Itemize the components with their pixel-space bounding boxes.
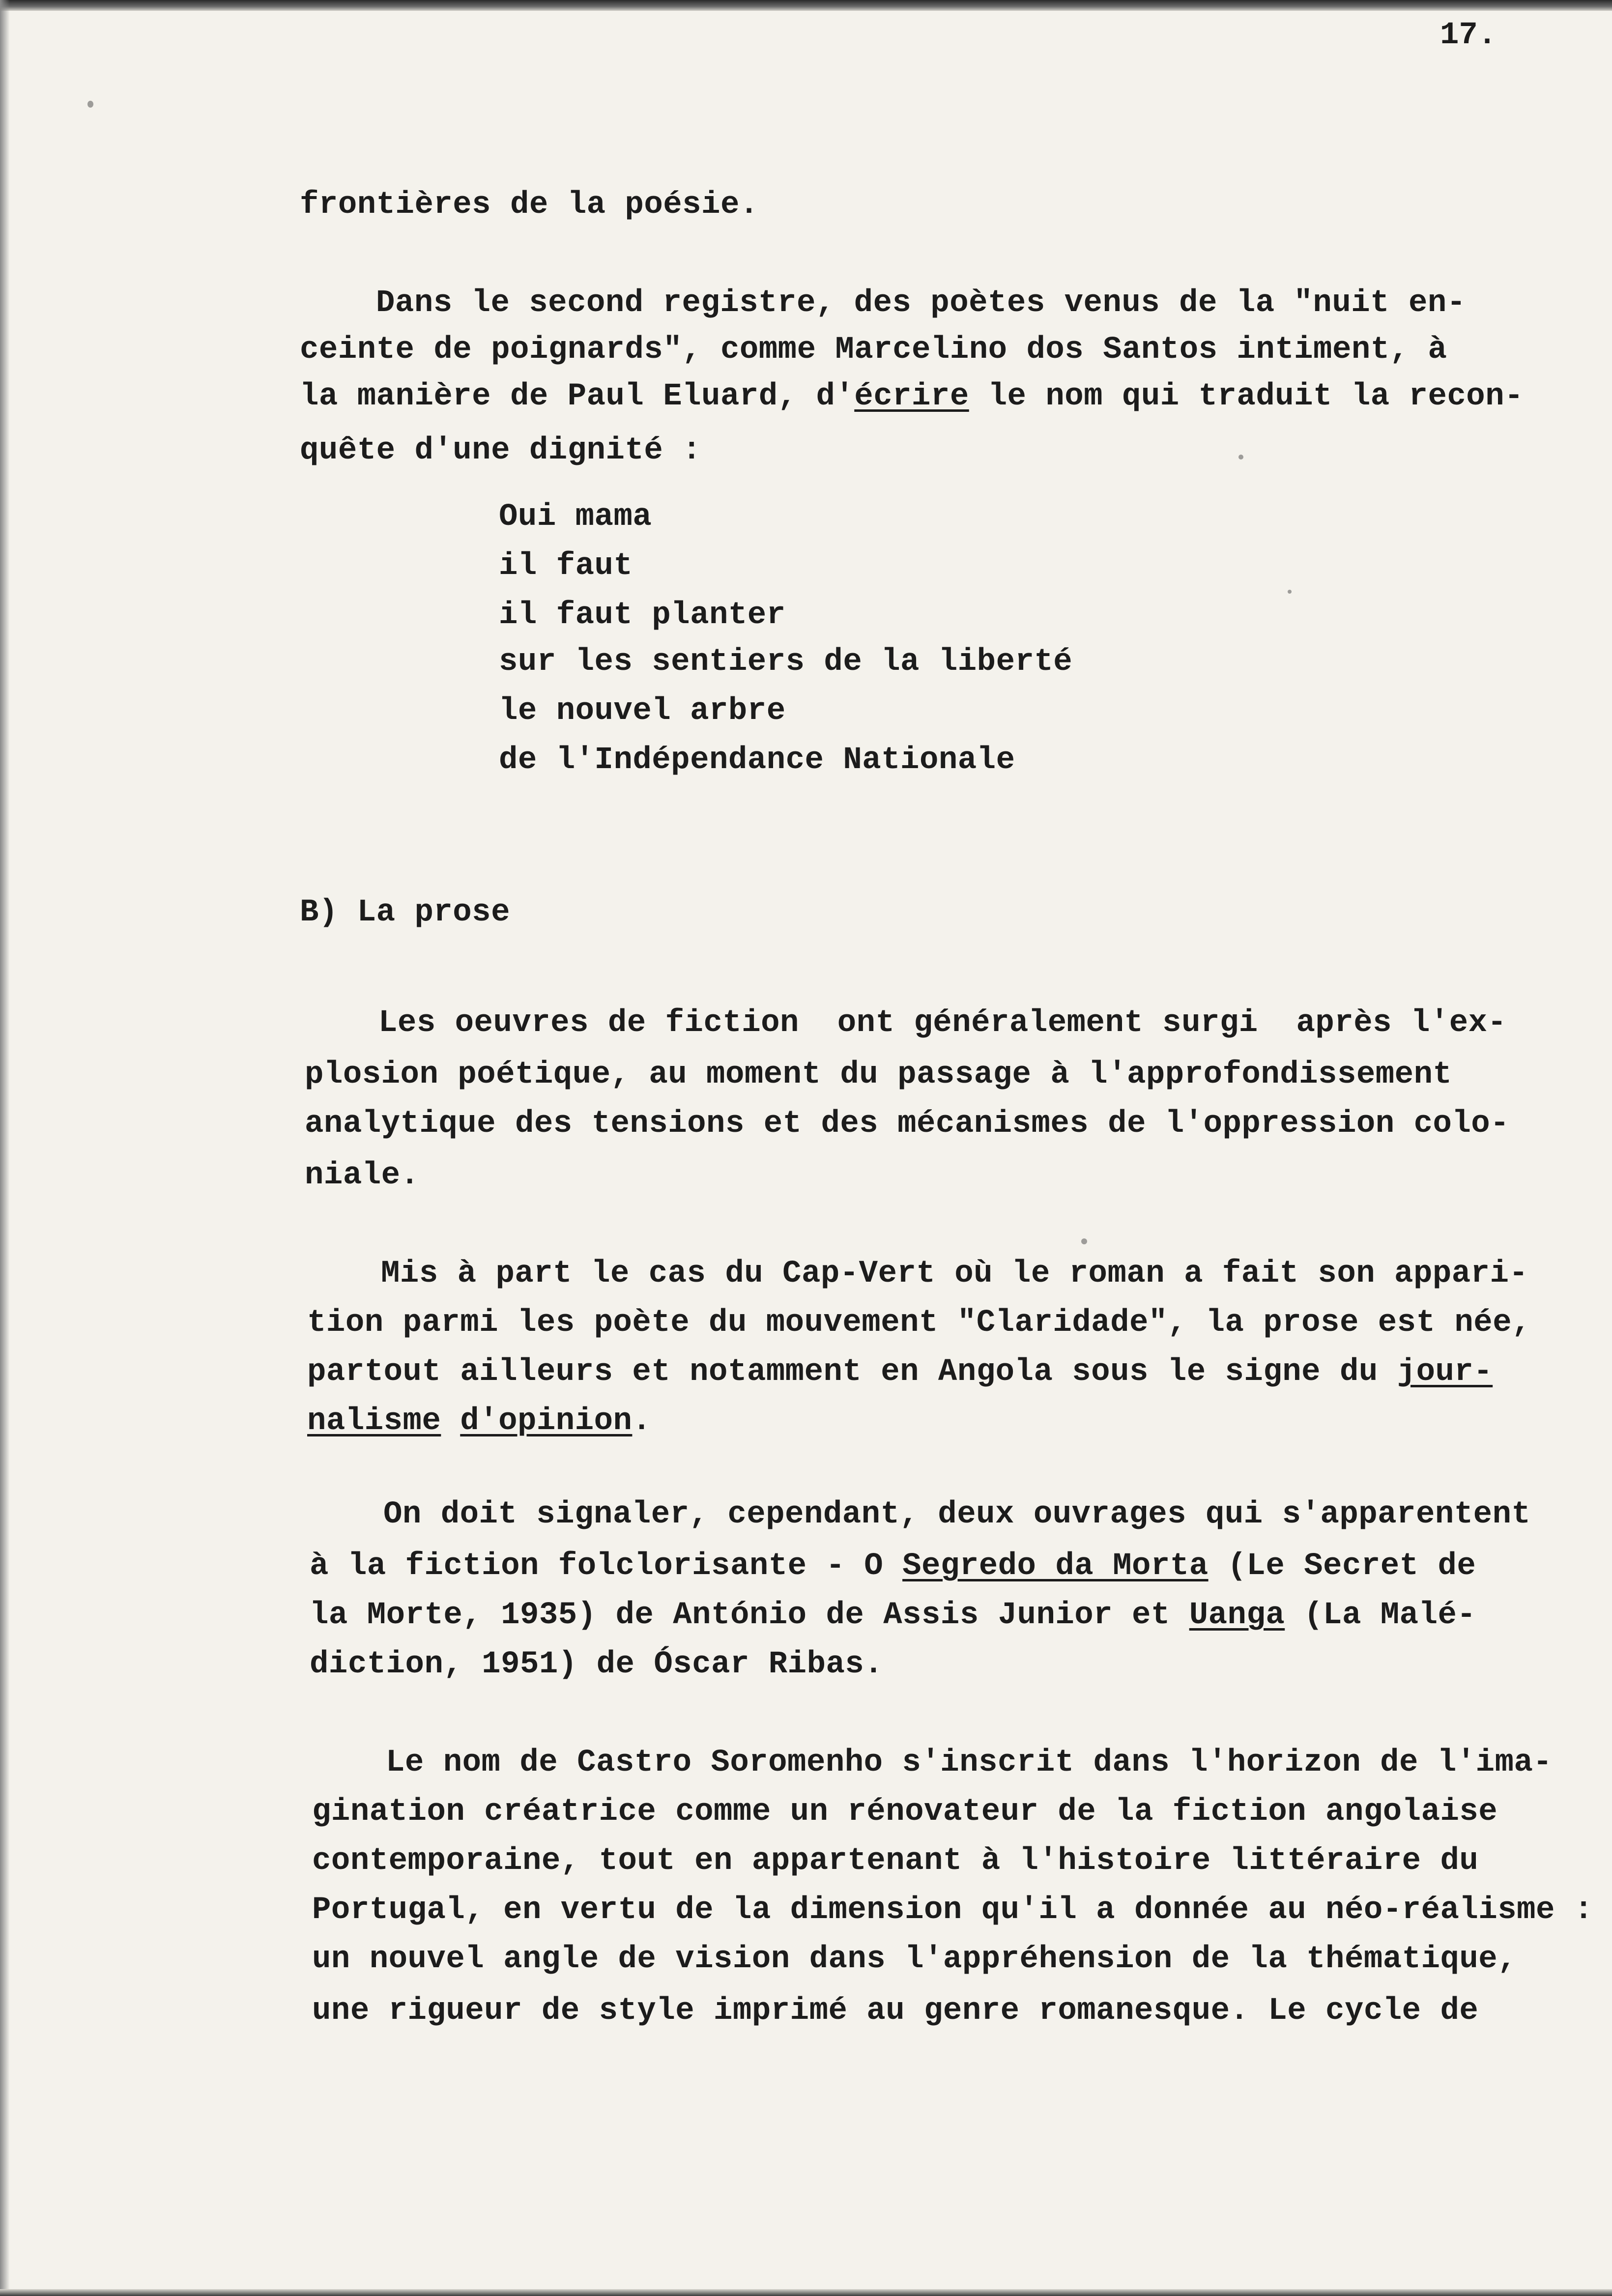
text-segment: . [632,1404,652,1439]
text-line: il faut planter [499,598,786,633]
underlined-text: nalisme [307,1404,441,1439]
text-line: diction, 1951) de Óscar Ribas. [310,1647,884,1682]
scan-speck [87,101,93,108]
text-line: de l'Indépendance Nationale [499,743,1015,778]
scan-speck [1238,455,1243,459]
page-number: 17. [1440,18,1497,53]
text-line: Les oeuvres de fiction ont généralement surgi après l'ex- [378,1005,1507,1041]
text-line: B) La prose [300,895,510,930]
text-segment: la Morte, 1935) de António de Assis Junior et [310,1598,1189,1633]
text-segment: la manière de Paul Eluard, d' [300,379,855,414]
scan-bottom-edge [0,2289,1612,2296]
text-segment: à la fiction folclorisante - O [310,1549,903,1584]
text-line: tion parmi les poète du mouvement "Claridade", la prose est née, [307,1305,1531,1341]
text-line: plosion poétique, au moment du passage à l'approfondissement [305,1057,1452,1092]
scan-speck [1288,590,1292,594]
text-line: sur les sentiers de la liberté [499,644,1073,680]
text-segment: (La Malé- [1285,1598,1476,1633]
scan-speck [1081,1238,1087,1244]
underlined-text: Segredo da Morta [902,1549,1209,1584]
text-line: une rigueur de style imprimé au genre romanesque. Le cycle de [312,1993,1479,2029]
text-line: un nouvel angle de vision dans l'appréhension de la thématique, [312,1942,1517,1977]
text-line: niale. [305,1158,420,1193]
text-line: On doit signaler, cependant, deux ouvrages qui s'apparentent [383,1497,1531,1532]
text-line: contemporaine, tout en appartenant à l'histoire littéraire du [312,1843,1479,1879]
text-line: Oui mama [499,499,652,535]
text-segment: le nom qui traduit la recon- [969,379,1524,414]
text-line: Portugal, en vertu de la dimension qu'il a donnée au néo-réalisme : [312,1893,1593,1928]
text-segment [441,1404,460,1439]
text-line: analytique des tensions et des mécanismes de l'oppression colo- [305,1106,1510,1142]
underlined-text: écrire [854,379,969,414]
scan-left-edge [0,0,10,2296]
text-line: Dans le second registre, des poètes venus de la "nuit en- [376,286,1466,321]
text-line [310,1550,1476,1582]
text-line: Mis à part le cas du Cap-Vert où le roman a fait son appari- [381,1256,1528,1292]
text-line [307,1356,1493,1388]
text-line [310,1600,1476,1631]
text-line: il faut [499,548,633,584]
underlined-text: jour- [1397,1354,1493,1390]
text-line [307,1406,651,1437]
text-segment: (Le Secret de [1208,1549,1476,1584]
underlined-text: d'opinion [460,1404,633,1439]
text-line: Le nom de Castro Soromenho s'inscrit dans l'horizon de l'ima- [386,1745,1553,1780]
underlined-text: Uanga [1189,1598,1285,1633]
text-segment: partout ailleurs et notamment en Angola sous le signe du [307,1354,1397,1390]
text-line: le nouvel arbre [499,693,786,729]
text-line: gination créatrice comme un rénovateur de la fiction angolaise [312,1794,1498,1830]
text-line: quête d'une dignité : [300,433,702,468]
text-line [300,381,1524,412]
scan-top-edge [0,0,1612,11]
text-line: frontières de la poésie. [300,187,759,223]
text-line: ceinte de poignards", comme Marcelino dos Santos intiment, à [300,332,1447,368]
